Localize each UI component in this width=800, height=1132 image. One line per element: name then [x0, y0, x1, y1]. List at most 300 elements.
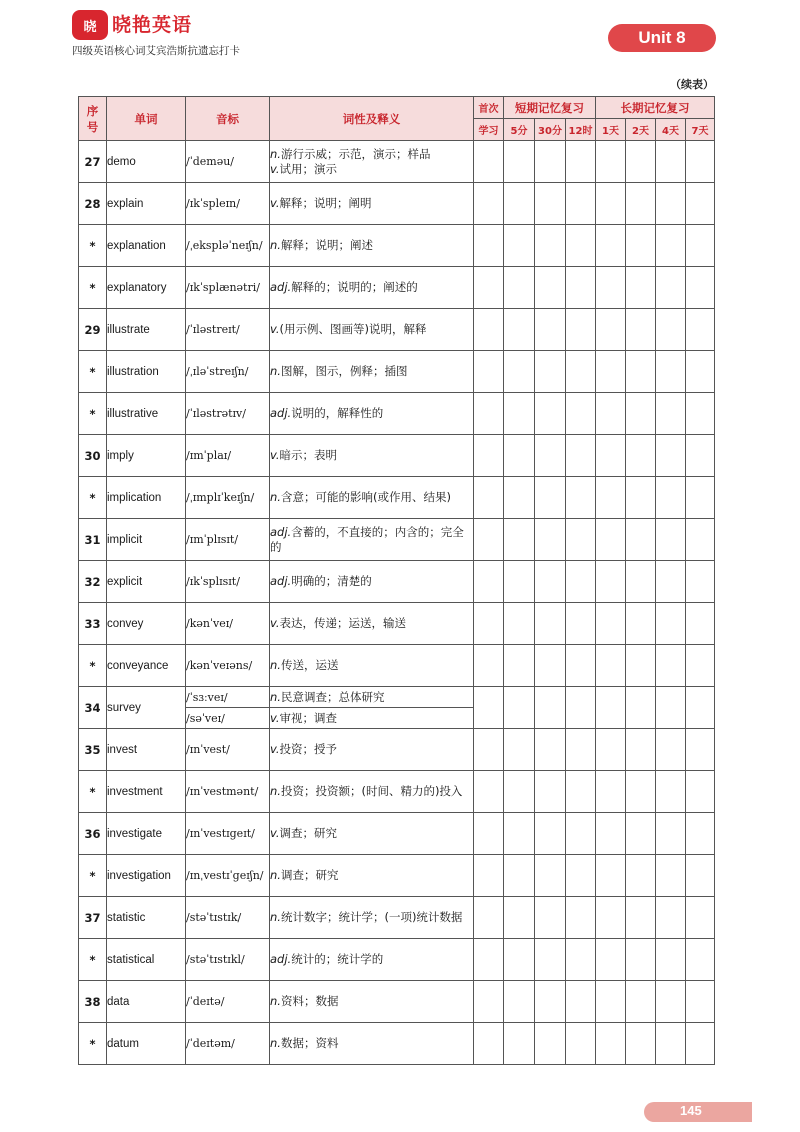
checkbox-cell[interactable]	[686, 309, 715, 351]
table-row	[79, 729, 715, 771]
checkbox-cell[interactable]	[566, 351, 596, 393]
checkbox-cell[interactable]	[596, 519, 626, 561]
checkbox-cell[interactable]	[535, 981, 566, 1023]
row-phonetic: /stəˈtɪstɪk/	[186, 897, 270, 939]
row-number: 34	[79, 687, 107, 729]
checkbox-cell[interactable]	[626, 435, 656, 477]
table-row	[79, 435, 715, 477]
row-definition: v.暗示；表明	[270, 435, 474, 477]
checkbox-cell[interactable]	[626, 393, 656, 435]
checkbox-cell[interactable]	[504, 729, 535, 771]
row-number: 29	[79, 309, 107, 351]
checkbox-cell[interactable]	[566, 939, 596, 981]
row-number: *	[79, 855, 107, 897]
checkbox-cell[interactable]	[535, 1023, 566, 1065]
row-word: invest	[107, 729, 186, 771]
checkbox-cell[interactable]	[535, 687, 566, 729]
checkbox-cell[interactable]	[474, 603, 504, 645]
checkbox-cell[interactable]	[504, 267, 535, 309]
table-row	[79, 855, 715, 897]
header-word: 单词	[107, 97, 186, 141]
row-definition: n.统计数字；统计学；(一项)统计数据	[270, 897, 474, 939]
checkbox-cell[interactable]	[474, 435, 504, 477]
checkbox-cell[interactable]	[686, 141, 715, 183]
table-row	[79, 687, 715, 708]
row-definition: n.调查；研究	[270, 855, 474, 897]
checkbox-cell[interactable]	[686, 603, 715, 645]
row-number: 35	[79, 729, 107, 771]
checkbox-cell[interactable]	[626, 141, 656, 183]
row-phonetic: /stəˈtɪstɪkl/	[186, 939, 270, 981]
row-phonetic: /ˌekspləˈneɪʃn/	[186, 225, 270, 267]
checkbox-cell[interactable]	[626, 477, 656, 519]
checkbox-cell[interactable]	[596, 855, 626, 897]
vocabulary-table	[78, 96, 715, 1065]
checkbox-cell[interactable]	[566, 309, 596, 351]
checkbox-cell[interactable]	[596, 435, 626, 477]
checkbox-cell[interactable]	[626, 855, 656, 897]
row-definition: v.表达，传递；运送，输送	[270, 603, 474, 645]
checkbox-cell[interactable]	[596, 393, 626, 435]
checkbox-cell[interactable]	[535, 729, 566, 771]
checkbox-cell[interactable]	[686, 1023, 715, 1065]
row-word: conveyance	[107, 645, 186, 687]
checkbox-cell[interactable]	[504, 519, 535, 561]
checkbox-cell[interactable]	[596, 267, 626, 309]
checkbox-cell[interactable]	[566, 435, 596, 477]
row-number: 37	[79, 897, 107, 939]
checkbox-cell[interactable]	[686, 225, 715, 267]
row-word: convey	[107, 603, 186, 645]
row-phonetic-2: /səˈveɪ/	[186, 708, 270, 729]
row-word: investigation	[107, 855, 186, 897]
table-row	[79, 267, 715, 309]
checkbox-cell[interactable]	[566, 603, 596, 645]
table-row	[79, 561, 715, 603]
checkbox-cell[interactable]	[535, 519, 566, 561]
checkbox-cell[interactable]	[474, 939, 504, 981]
checkbox-cell[interactable]	[596, 561, 626, 603]
checkbox-cell[interactable]	[535, 645, 566, 687]
checkbox-cell[interactable]	[474, 141, 504, 183]
row-word: investment	[107, 771, 186, 813]
row-word: explanatory	[107, 267, 186, 309]
logo-text: 晓	[83, 19, 97, 35]
row-word: explicit	[107, 561, 186, 603]
row-definition: adj.解释的；说明的；阐述的	[270, 267, 474, 309]
checkbox-cell[interactable]	[535, 309, 566, 351]
header-short-term: 短期记忆复习	[504, 97, 596, 119]
row-definition: n.含意；可能的影响(或作用、结果)	[270, 477, 474, 519]
checkbox-cell[interactable]	[626, 687, 656, 729]
checkbox-cell[interactable]	[596, 771, 626, 813]
checkbox-cell[interactable]	[566, 687, 596, 729]
checkbox-cell[interactable]	[596, 603, 626, 645]
checkbox-cell[interactable]	[656, 225, 686, 267]
table-row	[79, 393, 715, 435]
checkbox-cell[interactable]	[504, 183, 535, 225]
checkbox-cell[interactable]	[474, 309, 504, 351]
table-row	[79, 351, 715, 393]
checkbox-cell[interactable]	[626, 519, 656, 561]
checkbox-cell[interactable]	[686, 729, 715, 771]
checkbox-cell[interactable]	[504, 981, 535, 1023]
checkbox-cell[interactable]	[504, 351, 535, 393]
checkbox-cell[interactable]	[566, 897, 596, 939]
checkbox-cell[interactable]	[596, 687, 626, 729]
row-definition: n.数据；资料	[270, 1023, 474, 1065]
row-number: *	[79, 225, 107, 267]
checkbox-cell[interactable]	[535, 267, 566, 309]
row-word: imply	[107, 435, 186, 477]
checkbox-cell[interactable]	[626, 351, 656, 393]
checkbox-cell[interactable]	[566, 1023, 596, 1065]
header-definition: 词性及释义	[270, 97, 474, 141]
row-definition: v.解释；说明；阐明	[270, 183, 474, 225]
checkbox-cell[interactable]	[504, 393, 535, 435]
checkbox-cell[interactable]	[535, 771, 566, 813]
row-definition: n.解释；说明；阐述	[270, 225, 474, 267]
checkbox-cell[interactable]	[656, 813, 686, 855]
checkbox-cell[interactable]	[626, 897, 656, 939]
checkbox-cell[interactable]	[656, 183, 686, 225]
row-word: statistical	[107, 939, 186, 981]
checkbox-cell[interactable]	[474, 687, 504, 729]
checkbox-cell[interactable]	[535, 141, 566, 183]
checkbox-cell[interactable]	[656, 771, 686, 813]
checkbox-cell[interactable]	[626, 183, 656, 225]
checkbox-cell[interactable]	[656, 729, 686, 771]
checkbox-cell[interactable]	[686, 393, 715, 435]
checkbox-cell[interactable]	[596, 309, 626, 351]
checkbox-cell[interactable]	[504, 141, 535, 183]
checkbox-cell[interactable]	[474, 225, 504, 267]
checkbox-cell[interactable]	[566, 561, 596, 603]
checkbox-cell[interactable]	[474, 477, 504, 519]
checkbox-cell[interactable]	[686, 897, 715, 939]
row-phonetic: /ɪnˈvestmənt/	[186, 771, 270, 813]
checkbox-cell[interactable]	[596, 981, 626, 1023]
checkbox-cell[interactable]	[686, 435, 715, 477]
row-definition-2: v.审视；调查	[270, 708, 474, 729]
checkbox-cell[interactable]	[686, 645, 715, 687]
checkbox-cell[interactable]	[566, 813, 596, 855]
row-definition: n.民意调查；总体研究	[270, 687, 474, 708]
checkbox-cell[interactable]	[596, 729, 626, 771]
row-phonetic: /ˈsɜːveɪ/	[186, 687, 270, 708]
checkbox-cell[interactable]	[504, 645, 535, 687]
checkbox-cell[interactable]	[686, 267, 715, 309]
row-number: *	[79, 1023, 107, 1065]
row-word: implication	[107, 477, 186, 519]
checkbox-cell[interactable]	[566, 393, 596, 435]
row-number: 38	[79, 981, 107, 1023]
checkbox-cell[interactable]	[504, 603, 535, 645]
checkbox-cell[interactable]	[626, 981, 656, 1023]
table-row	[79, 645, 715, 687]
checkbox-cell[interactable]	[474, 561, 504, 603]
row-definition: adj.明确的；清楚的	[270, 561, 474, 603]
checkbox-cell[interactable]	[656, 267, 686, 309]
checkbox-cell[interactable]	[656, 981, 686, 1023]
checkbox-cell[interactable]	[656, 687, 686, 729]
checkbox-cell[interactable]	[566, 225, 596, 267]
row-word: illustrate	[107, 309, 186, 351]
row-phonetic: /ɪnˈvestɪgeɪt/	[186, 813, 270, 855]
row-definition: n.图解，图示，例释；插图	[270, 351, 474, 393]
checkbox-cell[interactable]	[686, 183, 715, 225]
checkbox-cell[interactable]	[596, 225, 626, 267]
checkbox-cell[interactable]	[656, 645, 686, 687]
checkbox-cell[interactable]	[596, 897, 626, 939]
row-definition: adj.含蓄的，不直接的；内含的；完全的	[270, 519, 474, 561]
checkbox-cell[interactable]	[686, 519, 715, 561]
row-word: data	[107, 981, 186, 1023]
checkbox-cell[interactable]	[596, 939, 626, 981]
checkbox-cell[interactable]	[474, 855, 504, 897]
checkbox-cell[interactable]	[686, 981, 715, 1023]
page-number: 145	[680, 1103, 702, 1118]
checkbox-cell[interactable]	[566, 267, 596, 309]
checkbox-cell[interactable]	[566, 183, 596, 225]
checkbox-cell[interactable]	[656, 897, 686, 939]
checkbox-cell[interactable]	[566, 981, 596, 1023]
row-phonetic: /kənˈveɪ/	[186, 603, 270, 645]
checkbox-cell[interactable]	[474, 267, 504, 309]
checkbox-cell[interactable]	[504, 939, 535, 981]
continued-label: （续表）	[670, 78, 714, 91]
header-7day: 7天	[686, 119, 715, 141]
checkbox-cell[interactable]	[686, 477, 715, 519]
checkbox-cell[interactable]	[566, 519, 596, 561]
row-number: 27	[79, 141, 107, 183]
row-number: 31	[79, 519, 107, 561]
checkbox-cell[interactable]	[566, 729, 596, 771]
table-row	[79, 939, 715, 981]
header-long-term: 长期记忆复习	[596, 97, 715, 119]
checkbox-cell[interactable]	[474, 393, 504, 435]
checkbox-cell[interactable]	[504, 771, 535, 813]
checkbox-cell[interactable]	[626, 561, 656, 603]
checkbox-cell[interactable]	[656, 561, 686, 603]
checkbox-cell[interactable]	[504, 225, 535, 267]
checkbox-cell[interactable]	[504, 435, 535, 477]
row-phonetic: /ɪmˈplaɪ/	[186, 435, 270, 477]
checkbox-cell[interactable]	[686, 939, 715, 981]
table-row	[79, 771, 715, 813]
checkbox-cell[interactable]	[686, 351, 715, 393]
checkbox-cell[interactable]	[656, 477, 686, 519]
checkbox-cell[interactable]	[656, 519, 686, 561]
row-phonetic: /ˈɪləstrətɪv/	[186, 393, 270, 435]
row-phonetic: /ˌɪləˈstreɪʃn/	[186, 351, 270, 393]
checkbox-cell[interactable]	[474, 645, 504, 687]
row-definition: adj.说明的，解释性的	[270, 393, 474, 435]
checkbox-cell[interactable]	[656, 393, 686, 435]
header-12h: 12时	[566, 119, 596, 141]
checkbox-cell[interactable]	[566, 645, 596, 687]
checkbox-cell[interactable]	[535, 603, 566, 645]
checkbox-cell[interactable]	[566, 477, 596, 519]
checkbox-cell[interactable]	[504, 561, 535, 603]
row-phonetic: /ɪkˈsplænətri/	[186, 267, 270, 309]
header-2day: 2天	[626, 119, 656, 141]
row-number: *	[79, 393, 107, 435]
table-row	[79, 183, 715, 225]
row-phonetic: /ɪkˈsplɪsɪt/	[186, 561, 270, 603]
row-number: 36	[79, 813, 107, 855]
row-word: statistic	[107, 897, 186, 939]
row-definition: v.调查；研究	[270, 813, 474, 855]
checkbox-cell[interactable]	[535, 939, 566, 981]
header-first-study-top: 首次	[474, 97, 504, 119]
row-phonetic: /ɪnˈvest/	[186, 729, 270, 771]
row-word: investigate	[107, 813, 186, 855]
row-phonetic: /ˌɪmplɪˈkeɪʃn/	[186, 477, 270, 519]
checkbox-cell[interactable]	[504, 309, 535, 351]
checkbox-cell[interactable]	[535, 351, 566, 393]
checkbox-cell[interactable]	[535, 435, 566, 477]
checkbox-cell[interactable]	[504, 687, 535, 729]
checkbox-cell[interactable]	[474, 813, 504, 855]
checkbox-cell[interactable]	[656, 351, 686, 393]
checkbox-cell[interactable]	[686, 687, 715, 729]
checkbox-cell[interactable]	[474, 183, 504, 225]
checkbox-cell[interactable]	[626, 309, 656, 351]
checkbox-cell[interactable]	[535, 225, 566, 267]
checkbox-cell[interactable]	[626, 729, 656, 771]
checkbox-cell[interactable]	[596, 183, 626, 225]
row-word: demo	[107, 141, 186, 183]
row-phonetic: /ˈdeɪtə/	[186, 981, 270, 1023]
table-row	[79, 1023, 715, 1065]
table-row	[79, 603, 715, 645]
checkbox-cell[interactable]	[474, 351, 504, 393]
checkbox-cell[interactable]	[535, 561, 566, 603]
row-word: illustration	[107, 351, 186, 393]
row-phonetic: /ˈɪləstreɪt/	[186, 309, 270, 351]
table-row	[79, 141, 715, 183]
checkbox-cell[interactable]	[474, 519, 504, 561]
checkbox-cell[interactable]	[504, 897, 535, 939]
header-phonetic: 音标	[186, 97, 270, 141]
checkbox-cell[interactable]	[626, 267, 656, 309]
checkbox-cell[interactable]	[656, 141, 686, 183]
checkbox-cell[interactable]	[566, 141, 596, 183]
checkbox-cell[interactable]	[656, 1023, 686, 1065]
row-definition: v.投资；授予	[270, 729, 474, 771]
row-word: survey	[107, 687, 186, 729]
checkbox-cell[interactable]	[626, 603, 656, 645]
row-number: *	[79, 267, 107, 309]
row-number: *	[79, 771, 107, 813]
checkbox-cell[interactable]	[474, 771, 504, 813]
brand-name: 晓艳英语	[112, 14, 193, 36]
checkbox-cell[interactable]	[566, 855, 596, 897]
checkbox-cell[interactable]	[504, 855, 535, 897]
table-row	[79, 225, 715, 267]
checkbox-cell[interactable]	[626, 225, 656, 267]
row-definition: v.(用示例、图画等)说明，解释	[270, 309, 474, 351]
checkbox-cell[interactable]	[596, 813, 626, 855]
checkbox-cell[interactable]	[686, 855, 715, 897]
checkbox-cell[interactable]	[656, 435, 686, 477]
checkbox-cell[interactable]	[474, 1023, 504, 1065]
table-row	[79, 477, 715, 519]
checkbox-cell[interactable]	[596, 1023, 626, 1065]
header-1day: 1天	[596, 119, 626, 141]
checkbox-cell[interactable]	[535, 813, 566, 855]
checkbox-cell[interactable]	[474, 729, 504, 771]
checkbox-cell[interactable]	[504, 813, 535, 855]
checkbox-cell[interactable]	[474, 897, 504, 939]
checkbox-cell[interactable]	[656, 603, 686, 645]
checkbox-cell[interactable]	[535, 477, 566, 519]
table-row	[79, 981, 715, 1023]
row-definition: n.游行示威；示范，演示；样品 v.试用；演示	[270, 141, 474, 183]
row-number: *	[79, 351, 107, 393]
checkbox-cell[interactable]	[596, 645, 626, 687]
row-definition: n.传送，运送	[270, 645, 474, 687]
checkbox-cell[interactable]	[535, 897, 566, 939]
checkbox-cell[interactable]	[656, 939, 686, 981]
table-row	[79, 309, 715, 351]
checkbox-cell[interactable]	[504, 477, 535, 519]
checkbox-cell[interactable]	[596, 351, 626, 393]
checkbox-cell[interactable]	[686, 771, 715, 813]
checkbox-cell[interactable]	[626, 813, 656, 855]
unit-badge: Unit 8	[608, 24, 716, 52]
row-number: 32	[79, 561, 107, 603]
checkbox-cell[interactable]	[626, 645, 656, 687]
checkbox-cell[interactable]	[626, 1023, 656, 1065]
row-phonetic: /ˈdeɪtəm/	[186, 1023, 270, 1065]
row-word: explain	[107, 183, 186, 225]
row-phonetic: /ɪmˈplɪsɪt/	[186, 519, 270, 561]
checkbox-cell[interactable]	[535, 393, 566, 435]
row-phonetic: /kənˈveɪəns/	[186, 645, 270, 687]
checkbox-cell[interactable]	[566, 771, 596, 813]
header-5min: 5分	[504, 119, 535, 141]
checkbox-cell[interactable]	[596, 141, 626, 183]
book-subtitle: 四级英语核心词艾宾浩斯抗遗忘打卡	[72, 45, 240, 57]
checkbox-cell[interactable]	[596, 477, 626, 519]
checkbox-cell[interactable]	[626, 771, 656, 813]
row-word: implicit	[107, 519, 186, 561]
checkbox-cell[interactable]	[535, 855, 566, 897]
row-definition: adj.统计的；统计学的	[270, 939, 474, 981]
row-phonetic: /ˈdeməu/	[186, 141, 270, 183]
checkbox-cell[interactable]	[474, 981, 504, 1023]
row-definition: n.投资；投资额；(时间、精力的)投入	[270, 771, 474, 813]
checkbox-cell[interactable]	[686, 813, 715, 855]
row-word: datum	[107, 1023, 186, 1065]
checkbox-cell[interactable]	[504, 1023, 535, 1065]
checkbox-cell[interactable]	[656, 309, 686, 351]
header-4day: 4天	[656, 119, 686, 141]
table-row	[79, 813, 715, 855]
row-definition: n.资料；数据	[270, 981, 474, 1023]
row-phonetic: /ɪkˈspleɪn/	[186, 183, 270, 225]
checkbox-cell[interactable]	[686, 561, 715, 603]
row-number: 30	[79, 435, 107, 477]
checkbox-cell[interactable]	[535, 183, 566, 225]
row-number: *	[79, 645, 107, 687]
checkbox-cell[interactable]	[656, 855, 686, 897]
row-number: *	[79, 939, 107, 981]
checkbox-cell[interactable]	[626, 939, 656, 981]
row-word: explanation	[107, 225, 186, 267]
